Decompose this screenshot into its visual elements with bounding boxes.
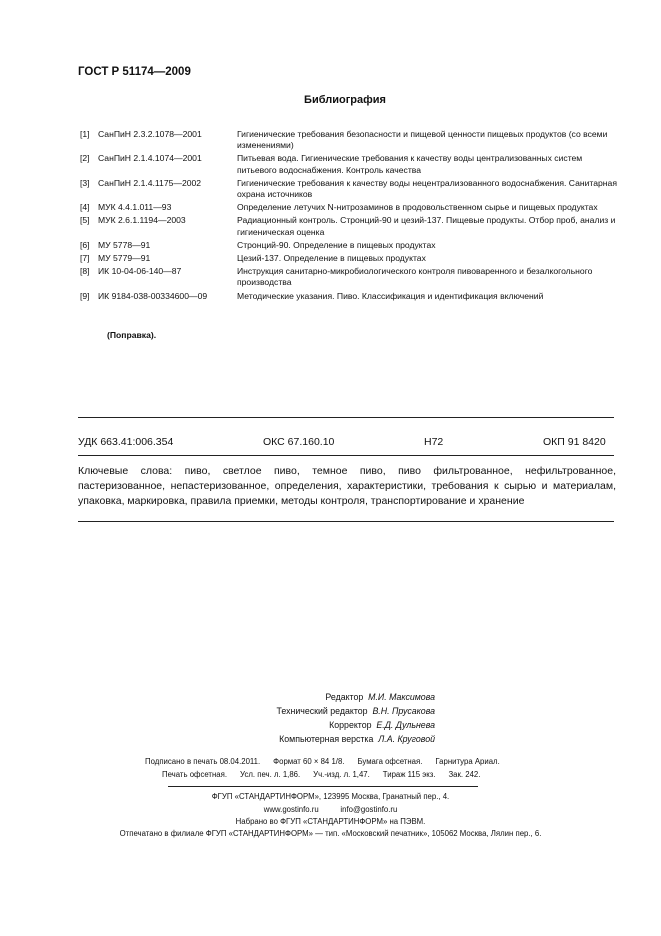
bibliography-item — [80, 253, 620, 264]
standard-number: ГОСТ Р 51174—2009 — [78, 66, 191, 78]
publisher-address: ФГУП «СТАНДАРТИНФОРМ», 123995 Москва, Гранатный пер., 4. — [211, 792, 450, 801]
item-text: Цезий-137. Определение в пищевых продуктах — [237, 253, 426, 264]
bibliography-item — [80, 291, 620, 302]
keywords: Ключевые слова: пиво, светлое пиво, темное пиво, пиво фильтрованное, нефильтрованное, пастеризованное, непастеризованное, определения, характеристики, требования к сырью и материалам, упаковка, маркировка, правила приемки, методы контроля, транспортирование и хранение — [78, 465, 616, 507]
print-info-line-1: Подписано в печать 08.04.2011. Формат 60 × 84 1/8. Бумага офсетная. Гарнитура Ариал. — [145, 757, 500, 766]
item-code: МУ 5778—91 — [98, 239, 151, 250]
item-number: [6] — [80, 239, 90, 250]
item-number: [5] — [80, 215, 90, 226]
staff-role: Корректор — [329, 720, 372, 730]
item-number: [3] — [80, 177, 90, 188]
item-code: СанПиН 2.1.4.1074—2001 — [98, 153, 202, 164]
item-code: ИК 10-04-06-140—87 — [98, 266, 182, 277]
item-code: МУК 4.4.1.011—93 — [98, 202, 172, 213]
staff-name: В.Н. Прусакова — [372, 706, 435, 716]
staff-role: Технический редактор — [276, 706, 368, 716]
divider-top — [78, 417, 614, 418]
item-number: [8] — [80, 266, 90, 277]
item-text: Методические указания. Пиво. Классификация и идентификация включений — [237, 290, 544, 301]
item-text: Инструкция санитарно-микробиологического контроля пивоваренного и безалкогольного производства — [237, 266, 593, 288]
bibliography-item — [80, 153, 620, 175]
item-text: Радиационный контроль. Стронций-90 и цезий-137. Пищевые продукты. Отбор проб, анализ и гигиеническая оценка — [237, 215, 616, 237]
item-text: Питьевая вода. Гигиенические требования к качеству воды централизованных систем питьевого водоснабжения. Контроль качества — [237, 153, 583, 175]
item-code: СанПиН 2.3.2.1078—2001 — [98, 129, 202, 139]
staff-layout — [150, 734, 435, 744]
correction-note: (Поправка). — [107, 330, 157, 340]
item-code: МУ 5779—91 — [98, 253, 151, 264]
staff-tech-editor — [150, 706, 435, 716]
bibliography-item — [80, 266, 620, 288]
bibliography-item — [80, 240, 620, 251]
bibliography-item — [80, 178, 620, 200]
item-number: [2] — [80, 153, 90, 164]
print-info-line-2: Печать офсетная. Усл. печ. л. 1,86. Уч.-изд. л. 1,47. Тираж 115 экз. Зак. 242. — [162, 770, 481, 779]
item-number: [4] — [80, 202, 90, 213]
staff-role: Компьютерная верстка — [279, 734, 374, 744]
staff-name: Л.А. Круговой — [378, 734, 435, 744]
publisher-printed: Отпечатано в филиале ФГУП «СТАНДАРТИНФОРМ» — тип. «Московский печатник», 105062 Москва, Лялин пер., 6. — [119, 829, 542, 838]
group-code: Н72 — [424, 436, 444, 448]
staff-name: Е.Д. Дульнева — [376, 720, 435, 730]
item-number: [9] — [80, 290, 90, 301]
staff-corrector — [150, 720, 435, 730]
item-text: Определение летучих N-нитрозаминов в продовольственном сырье и пищевых продуктах — [237, 202, 598, 213]
publisher-web: www.gostinfo.ru info@gostinfo.ru — [263, 805, 398, 814]
udk-code: УДК 663.41:006.354 — [78, 436, 174, 448]
staff-role: Редактор — [325, 692, 364, 702]
item-code: МУК 2.6.1.1194—2003 — [98, 215, 186, 226]
divider-middle — [78, 455, 614, 456]
bibliography-item — [80, 215, 620, 237]
bibliography-item — [80, 202, 620, 213]
oks-code: ОКС 67.160.10 — [263, 436, 335, 448]
staff-name: М.И. Максимова — [368, 692, 435, 702]
divider-bottom — [78, 521, 614, 522]
item-text: Стронций-90. Определение в пищевых продуктах — [237, 239, 436, 250]
bibliography-item — [80, 129, 620, 151]
item-text: Гигиенические требования к качеству воды нецентрализованного водоснабжения. Санитарная охрана источников — [237, 177, 617, 200]
item-number: [1] — [80, 129, 90, 139]
item-text: Гигиенические требования безопасности и пищевой ценности пищевых продуктов (со всеми изменениями) — [237, 129, 608, 151]
bibliography-list — [80, 129, 620, 304]
bibliography-title: Библиография — [304, 94, 386, 106]
okp-code: ОКП 91 8420 — [543, 436, 606, 448]
publisher-typeset: Набрано во ФГУП «СТАНДАРТИНФОРМ» на ПЭВМ. — [235, 817, 426, 826]
item-code: ИК 9184-038-00334600—09 — [98, 290, 208, 301]
item-number: [7] — [80, 253, 90, 264]
divider-imprint — [168, 786, 478, 787]
item-code: СанПиН 2.1.4.1175—2002 — [98, 177, 202, 188]
staff-editor — [150, 692, 435, 702]
